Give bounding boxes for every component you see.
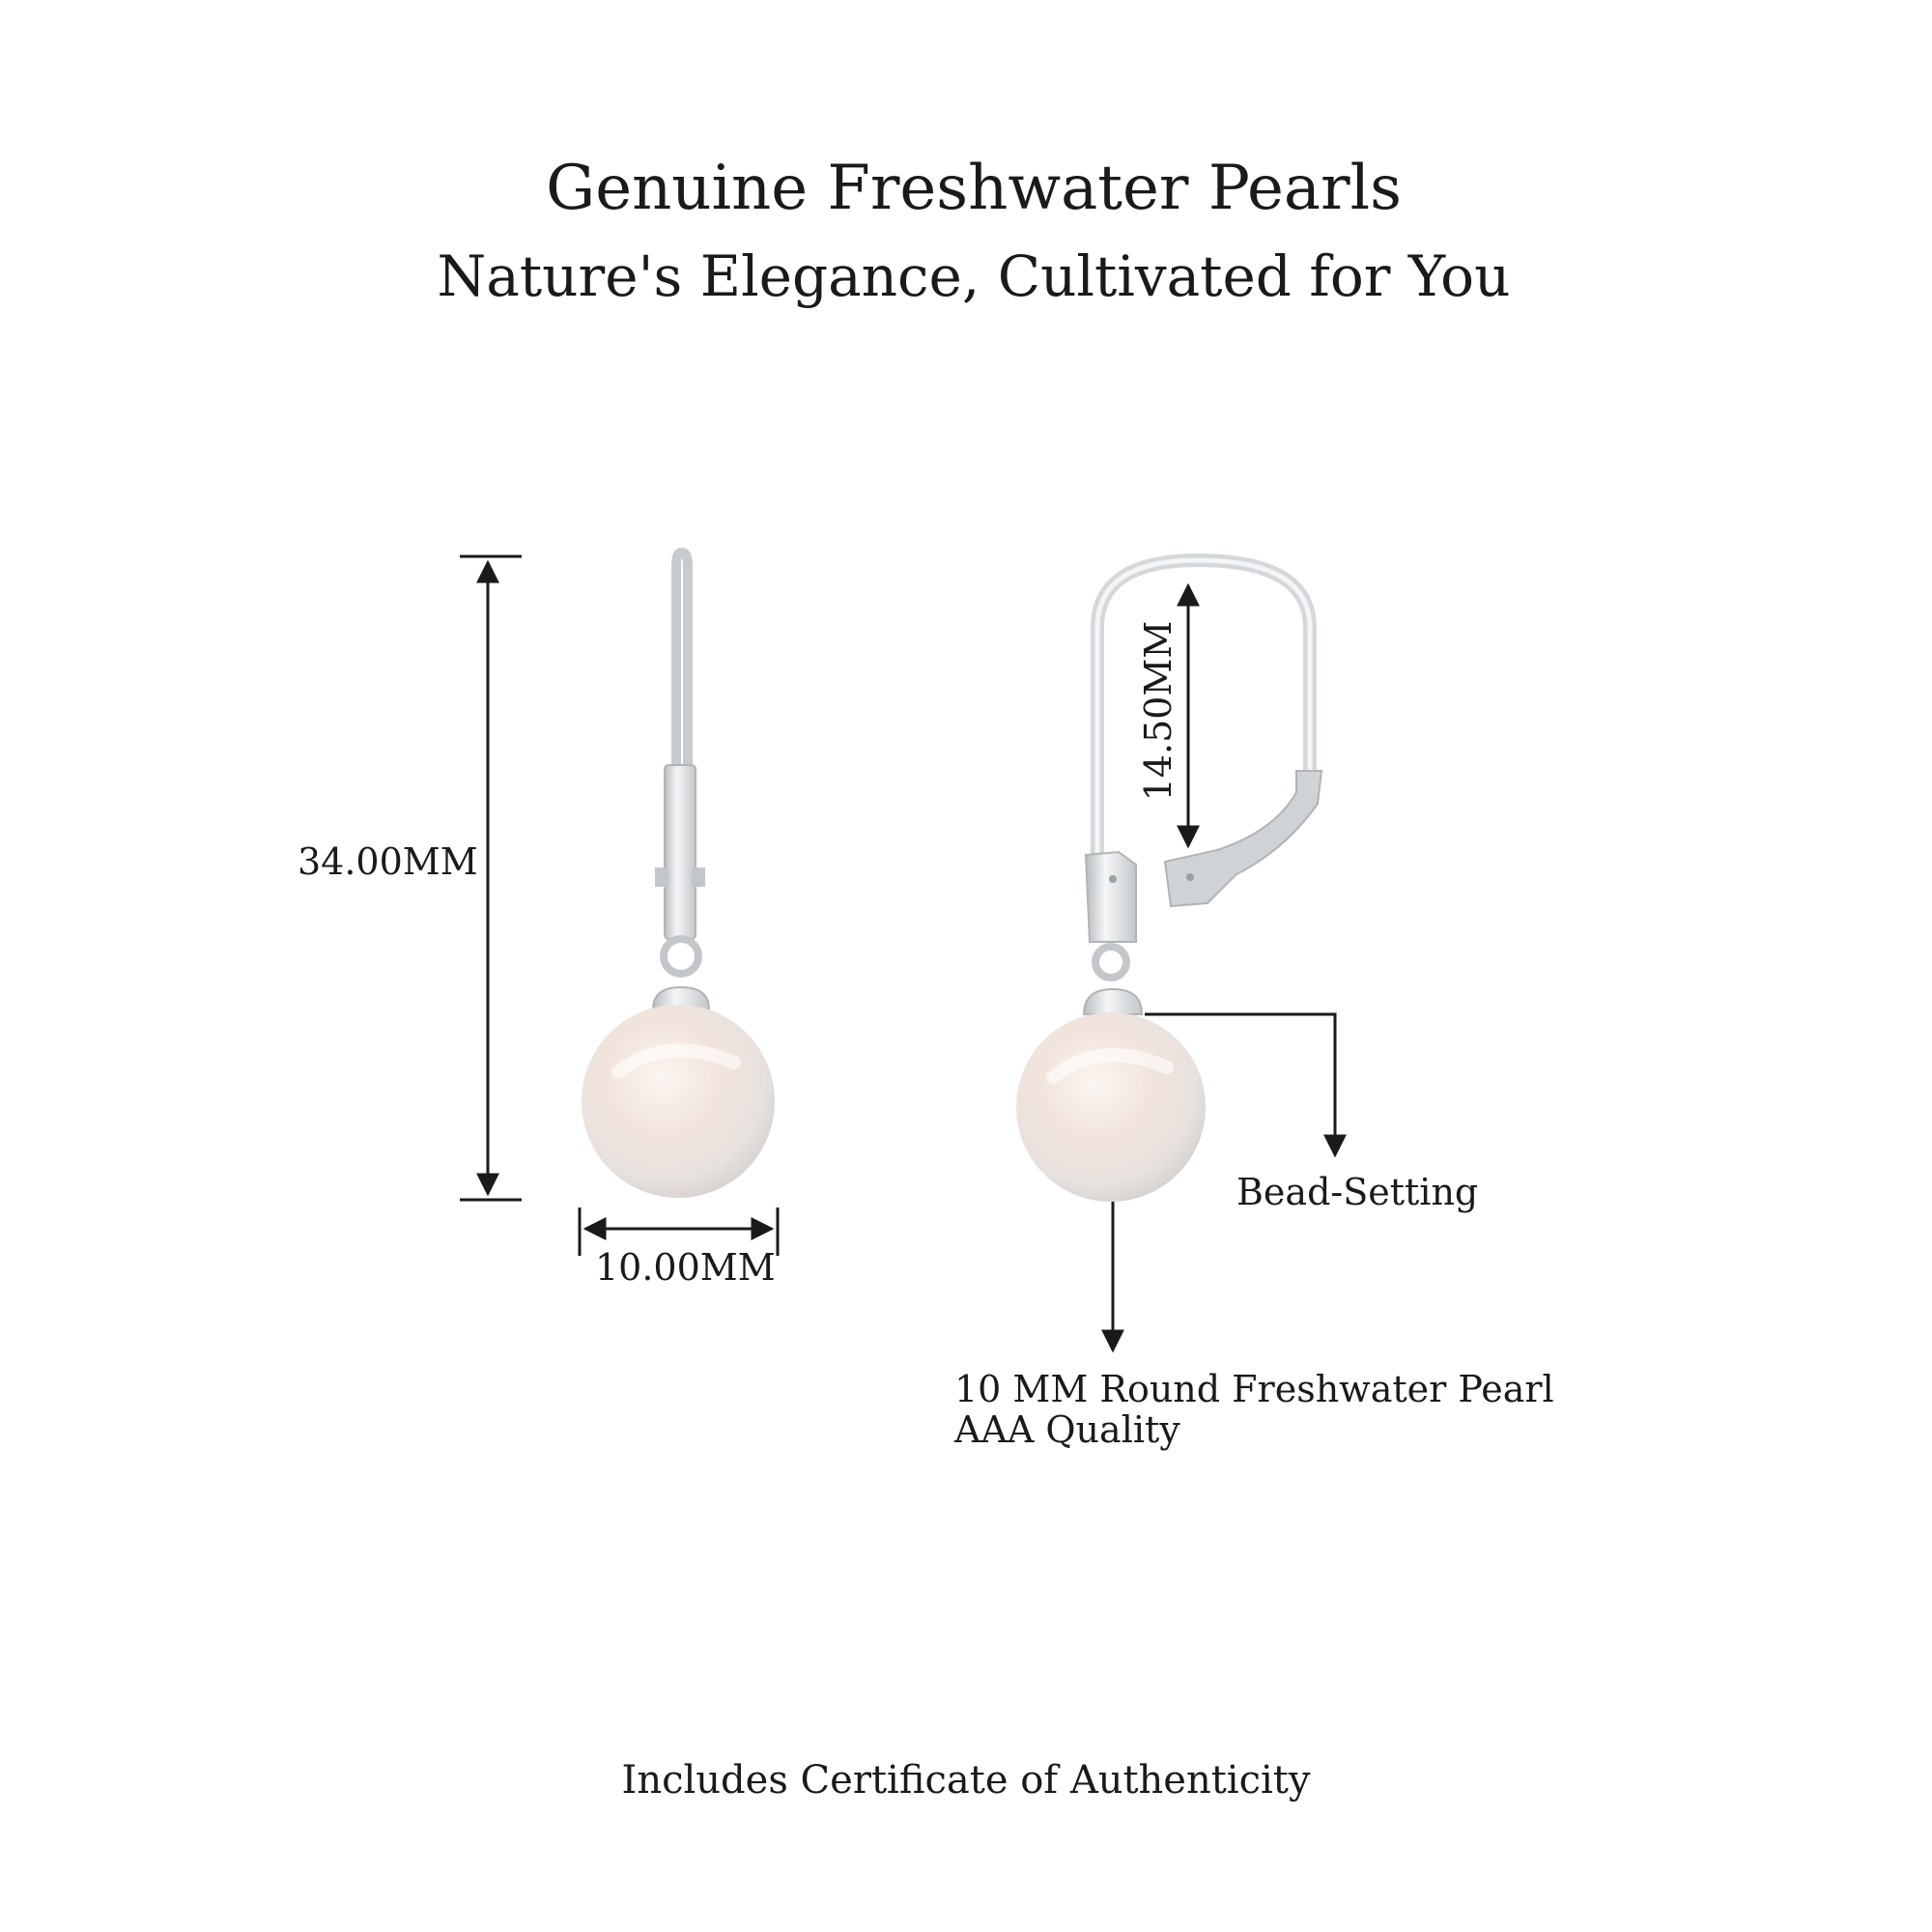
front-jump-ring: [1095, 947, 1126, 978]
certificate-note: Includes Certificate of Authenticity: [621, 1758, 1311, 1803]
pearl-label-line2: AAA Quality: [954, 1408, 1180, 1451]
pearl-label-line1: 10 MM Round Freshwater Pearl: [954, 1368, 1554, 1410]
front-pearl: [1016, 1012, 1206, 1202]
lever-height-label: 14.50MM: [1137, 620, 1179, 802]
side-lever-plate: [665, 765, 696, 939]
page-title: Genuine Freshwater Pearls: [546, 153, 1402, 224]
page-subtitle: Nature's Elegance, Cultivated for You: [437, 243, 1511, 309]
earring-side-view: [582, 553, 775, 1198]
length-label: 34.00MM: [298, 840, 478, 883]
front-bead-cap: [1084, 989, 1142, 1014]
front-hinge-plate: [1086, 852, 1136, 942]
side-pearl: [582, 1005, 775, 1198]
width-label: 10.00MM: [595, 1246, 776, 1289]
side-wire-hook: [676, 553, 688, 773]
side-jump-ring: [664, 939, 698, 974]
bead-setting-label: Bead-Setting: [1236, 1171, 1479, 1213]
